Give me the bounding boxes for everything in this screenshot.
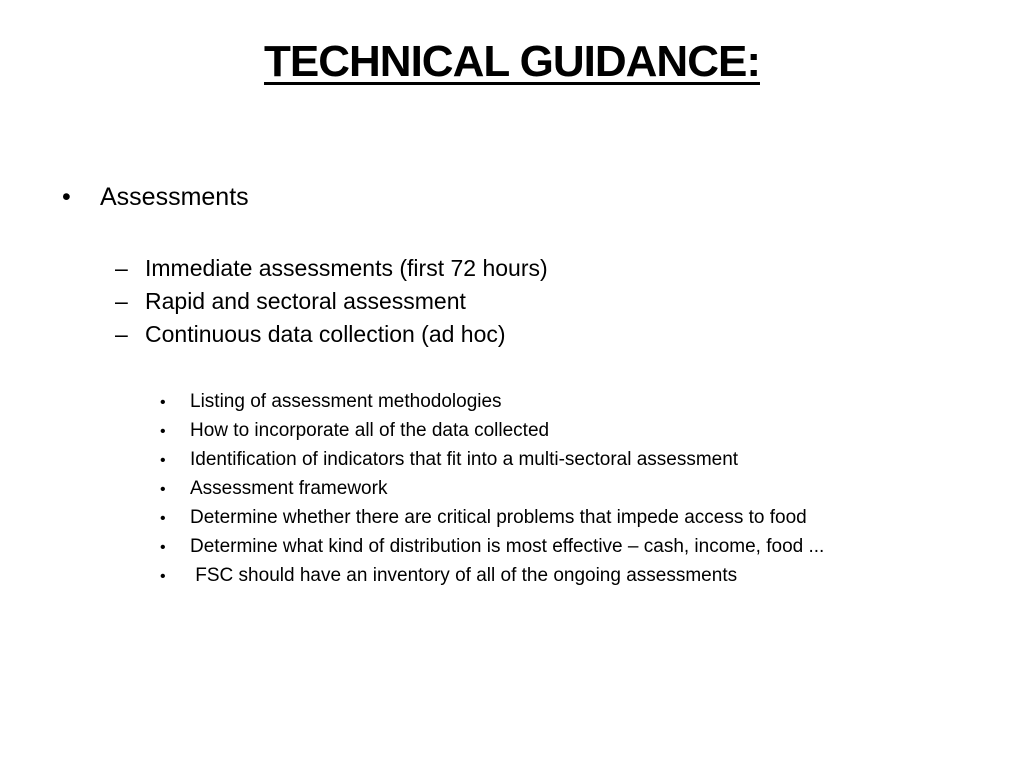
sub-list-item-text: Continuous data collection (ad hoc) — [145, 321, 506, 347]
dash-icon: – — [115, 321, 128, 347]
sub-list-item — [115, 285, 548, 318]
detail-list-item-text: Identification of indicators that fit into a multi-sectoral assessment — [190, 449, 739, 470]
bullet-text: Assessments — [100, 183, 249, 211]
slide-title — [0, 30, 1024, 94]
bullet-icon: • — [160, 568, 166, 585]
detail-list-item — [160, 503, 824, 532]
slide-title-text: TECHNICAL GUIDANCE: — [264, 37, 760, 86]
sub-list — [115, 252, 548, 351]
bullet-icon: • — [160, 452, 166, 469]
detail-list-item-text: FSC should have an inventory of all of the ongoing assessments — [190, 565, 738, 586]
detail-list-item — [160, 416, 824, 445]
detail-list-item — [160, 561, 824, 590]
bullet-icon: • — [160, 423, 166, 440]
dash-icon: – — [115, 255, 128, 281]
bullet-icon: • — [160, 539, 166, 556]
bullet-icon: • — [160, 481, 166, 498]
bullet-icon: • — [160, 394, 166, 411]
sub-list-item — [115, 252, 548, 285]
bullet-icon: • — [160, 510, 166, 527]
detail-list-item — [160, 474, 824, 503]
detail-list-item — [160, 532, 824, 561]
detail-list-item-text: Listing of assessment methodologies — [190, 391, 502, 412]
sub-list-item — [115, 318, 548, 351]
detail-list-item-text: Determine whether there are critical problems that impede access to food — [190, 507, 807, 528]
sub-list-item-text: Rapid and sectoral assessment — [145, 288, 466, 314]
detail-list-item-text: Assessment framework — [190, 478, 388, 499]
detail-list-item-text: Determine what kind of distribution is most effective – cash, income, food ... — [190, 536, 825, 557]
detail-list — [160, 387, 824, 590]
dash-icon: – — [115, 288, 128, 314]
bullet-icon: • — [62, 183, 71, 211]
detail-list-item — [160, 445, 824, 474]
detail-list-item — [160, 387, 824, 416]
bullet-assessments — [62, 180, 249, 214]
sub-list-item-text: Immediate assessments (first 72 hours) — [145, 255, 548, 281]
detail-list-item-text: How to incorporate all of the data collected — [190, 420, 550, 441]
